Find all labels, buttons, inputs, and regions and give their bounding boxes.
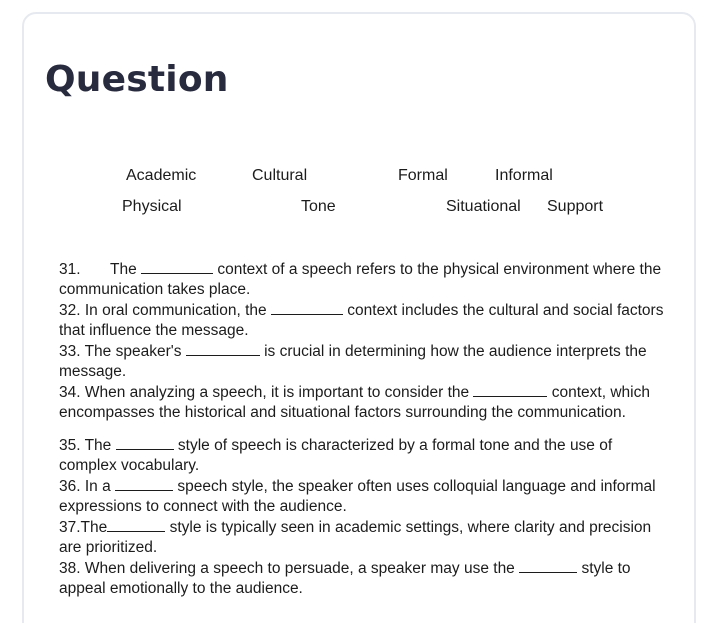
question-31-before: The	[110, 261, 137, 278]
question-37	[59, 517, 671, 558]
answer-blank-33[interactable]	[186, 341, 260, 356]
question-list	[59, 259, 671, 599]
question-31-number: 31.	[59, 261, 81, 278]
word-bank-situational: Situational	[446, 198, 521, 215]
question-37-before: 37.The	[59, 519, 108, 536]
word-bank-academic: Academic	[126, 167, 197, 184]
word-bank-support: Support	[547, 198, 604, 215]
question-37-after: style is typically seen in academic settings, where clarity and precision are prioritized.	[59, 519, 652, 556]
answer-blank-31[interactable]	[141, 259, 213, 274]
question-33	[59, 341, 671, 382]
question-31	[59, 259, 671, 300]
word-bank-tone: Tone	[301, 198, 336, 215]
question-38-after: style to appeal emotionally to the audience.	[59, 560, 631, 597]
question-32	[59, 300, 671, 341]
question-35-before: 35. The	[59, 437, 112, 454]
question-36	[59, 476, 671, 517]
question-33-before: 33. The speaker's	[59, 343, 182, 360]
page-title: Question	[45, 59, 229, 100]
question-32-after: context includes the cultural and social factors that influence the message.	[59, 302, 664, 339]
question-34-before: 34. When analyzing a speech, it is important to consider the	[59, 384, 470, 401]
answer-blank-36[interactable]	[115, 476, 173, 491]
question-34-after: context, which encompasses the historical and situational factors surrounding the communication.	[59, 384, 650, 421]
word-bank-formal: Formal	[398, 167, 448, 184]
answer-blank-34[interactable]	[473, 382, 547, 397]
answer-blank-37[interactable]	[107, 517, 165, 532]
question-38	[59, 558, 671, 599]
question-38-before: 38. When delivering a speech to persuade, a speaker may use the	[59, 560, 515, 577]
question-35-after: style of speech is characterized by a formal tone and the use of complex vocabulary.	[59, 437, 613, 474]
question-34	[59, 382, 671, 423]
question-36-before: 36. In a	[59, 478, 111, 495]
question-33-after: is crucial in determining how the audience interprets the message.	[59, 343, 647, 380]
question-31-after: context of a speech refers to the physical environment where the communication takes place.	[59, 261, 662, 298]
answer-blank-38[interactable]	[519, 558, 577, 573]
answer-blank-35[interactable]	[116, 435, 174, 450]
word-bank-physical: Physical	[122, 198, 182, 215]
answer-blank-32[interactable]	[271, 300, 343, 315]
question-32-before: 32. In oral communication, the	[59, 302, 267, 319]
question-35	[59, 435, 671, 476]
question-card	[22, 12, 696, 623]
word-bank-cultural: Cultural	[252, 167, 308, 184]
question-36-after: speech style, the speaker often uses colloquial language and informal expressions to connect with the audience.	[59, 478, 656, 515]
word-bank-informal: Informal	[495, 167, 553, 184]
